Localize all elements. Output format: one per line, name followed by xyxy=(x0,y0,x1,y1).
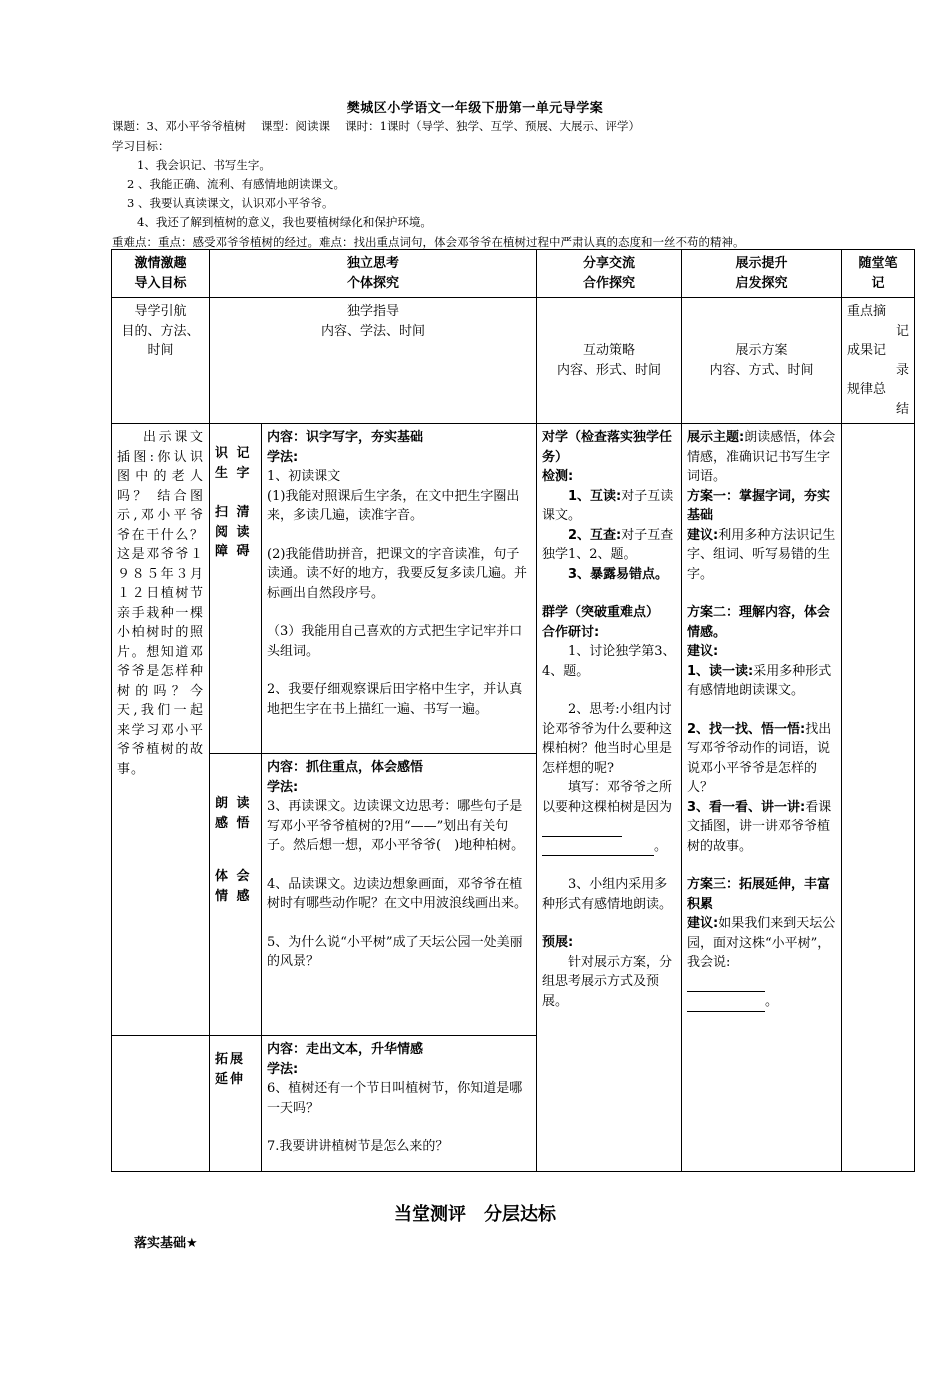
stage-row xyxy=(112,424,915,754)
subheader-cell: 导学引航 目的、方法、 时间 xyxy=(112,298,210,424)
intro-cell xyxy=(112,424,210,1036)
intro-empty-cell xyxy=(112,1036,210,1172)
notes-cell xyxy=(842,424,915,1172)
show-cell: 展示主题:朗读感悟，体会情感，准确识记书写生字词语。 方案一：掌握字词，夯实基础 建议:利用多种方法识记生字、组词、听写易错的生字。 方案二：理解内容，体会情感。 建议: 1、读一读:采用多种形式有感情地朗读课文。 2、找一找、悟一悟:找出写邓爷爷动作的词语，说说邓小平爷爷是怎样的人？ 3、看一看、讲一讲:看课文插图，讲一讲邓爷爷植树的故事。 方案三：拓展延伸，丰富积累 建议:如果我们来到天坛公园，面对这株“小平树”，我会说: 。 xyxy=(682,424,842,1172)
interaction-cell: 对学（检查落实独学任务） 检测: 1、互读:对子互读课文。 2、互查:对子互查独学1、2、题。 3、暴露易错点。 群学（突破重难点） 合作研讨: 1、讨论独学第3、4、题。 2、思考:小组内讨论邓爷爷为什么要种这棵柏树？他当时心里是怎样想的呢? 填写：邓爷爷之所以要种这棵柏树是因为 。 3、小组内采用多种形式有感情地朗读。 预展: 针对展示方案，分组思考展示方式及预展。 xyxy=(537,424,682,1172)
document-title: 樊城区小学语文一年级下册第一单元导学案 xyxy=(346,101,604,116)
table-header-row xyxy=(112,250,915,298)
header-cell: 激情激趣 导入目标 xyxy=(112,250,210,298)
subheader-cell: 展示方案 内容、方式、时间 xyxy=(682,298,842,424)
lesson-plan-table xyxy=(111,249,915,1172)
intro-text: 出示课文插图:你认识图中的老人吗？ 结合图示,邓小平爷爷在干什么？这是邓爷爷１９８５年３月１２日植树节亲手栽种一棵小柏树时的照片。想知道邓爷爷是怎样种树的吗？今天,我们一起来学习邓小平爷爷植树的故事。 xyxy=(117,430,204,777)
basic-level-label: 落实基础★ xyxy=(134,1236,198,1251)
goals-label: 学习目标： xyxy=(112,139,170,153)
goal-item: 3 、我要认真读课文，认识邓小平爷爷。 xyxy=(127,196,334,210)
stage-label-cell: 拓展 延伸 xyxy=(210,1036,262,1172)
subheader-cell: 重点摘 记 成果记 录 规律总 结 xyxy=(842,298,915,424)
goal-item: 2 、我能正确、流利、有感情地朗读课文。 xyxy=(127,177,345,191)
header-cell: 随堂笔 记 xyxy=(842,250,915,298)
stage-content-cell: 内容：走出文本，升华情感 学法: 6、植树还有一个节日叫植树节，你知道是哪一天吗？ 7.我要讲讲植树节是怎么来的？ xyxy=(262,1036,537,1172)
subheader-row xyxy=(112,298,915,424)
header-cell: 展示提升 启发探究 xyxy=(682,250,842,298)
stage-label-cell: 朗 读 感 悟 体 会 情 感 xyxy=(210,754,262,1036)
stage-content-cell: 内容：识字写字，夯实基础 学法: 1、初读课文 (1)我能对照课后生字条，在文中把生字圈出来，多读几遍，读准字音。 (2)我能借助拼音，把课文的字音读准，句子读通。读不好的地方，我要反复多读几遍。并标画出自然段序号。 （3）我能用自己喜欢的方式把生字记牢并口头组词。 2、我要仔细观察课后田字格中生字，并认真地把生字在书上描红一遍、书写一遍。 xyxy=(262,424,537,754)
stage-content-cell: 内容：抓住重点，体会感悟 学法: 3、再读课文。边读课文边思考：哪些句子是写邓小平爷爷植树的?用“——”划出有关句子。然后想一想，邓小平爷爷( )地种柏树。 4、品读课文。边读边想象画面，邓爷爷在植树时有哪些动作呢？在文中用波浪线画出来。 5、为什么说“小平树”成了天坛公园一处美丽的风景？ xyxy=(262,754,537,1036)
lesson-info-line: 课题：3、邓小平爷爷植树 课型：阅读课 课时：1课时（导学、独学、互学、预展、大展示、评学） xyxy=(112,119,640,133)
goal-item: 4、我还了解到植树的意义，我也要植树绿化和保护环境。 xyxy=(137,215,432,229)
section-title: 当堂测评 分层达标 xyxy=(394,1204,556,1225)
key-points-line: 重难点：重点：感受邓爷爷植树的经过。难点：找出重点词句，体会邓爷爷在植树过程中严肃认真的态度和一丝不苟的精神。 xyxy=(112,235,745,249)
subheader-cell: 互动策略 内容、形式、时间 xyxy=(537,298,682,424)
header-cell: 分享交流 合作探究 xyxy=(537,250,682,298)
subheader-cell: 独学指导 内容、学法、时间 xyxy=(210,298,537,424)
stage-label-cell: 识 记 生 字 扫 清 阅 读 障 碍 xyxy=(210,424,262,754)
goal-item: 1、我会识记、书写生字。 xyxy=(137,158,271,172)
header-cell: 独立思考 个体探究 xyxy=(210,250,537,298)
